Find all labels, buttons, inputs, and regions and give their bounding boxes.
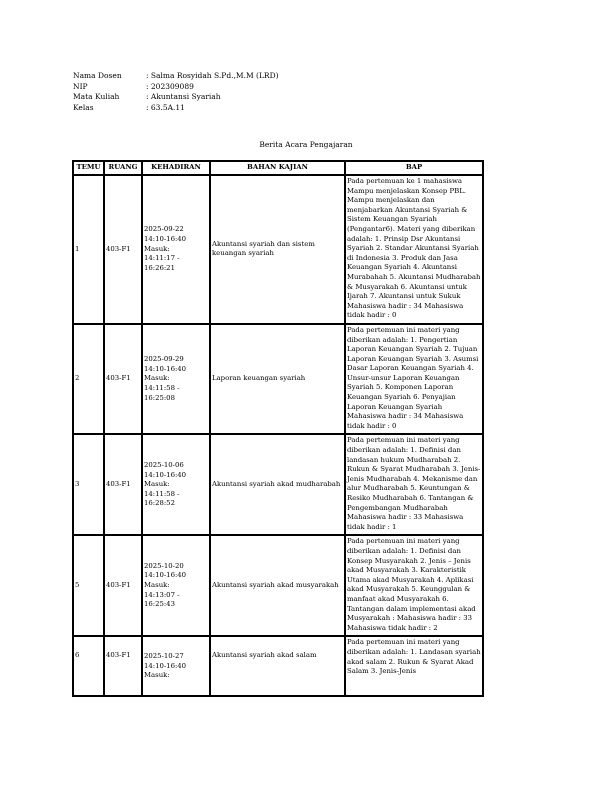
cell-ruang: 403-F1: [104, 434, 142, 535]
cell-temu: 6: [73, 636, 104, 696]
cell-bahan-kajian: Akuntansi syariah akad musyarakah: [210, 535, 345, 636]
kehadiran-time-in: 14:13:07 -: [144, 590, 180, 599]
kehadiran-schedule: 14:10-16:40: [144, 470, 187, 479]
kehadiran-masuk-label: Masuk:: [144, 581, 170, 590]
document-title: Berita Acara Pengajaran: [259, 140, 353, 149]
cell-bap: Pada pertemuan ini materi yang diberikan adalah: 1. Pengertian Laporan Keuangan Syariah 2. Tujuan Laporan Keuangan Syariah 3. Asumsi Dasar Laporan Keuangan Syariah 4. Unsur-unsur Laporan Keuangan Syariah 5. Komponen Laporan Keuangan Syariah 6. Penyajian Laporan Keuangan Syariah Mahasiswa hadir : 34 Mahasiswa tidak hadir : 0: [345, 324, 483, 435]
kehadiran-date: 2025-10-06: [144, 460, 184, 469]
kehadiran-schedule: 14:10-16:40: [144, 235, 187, 244]
cell-bahan-kajian: Akuntansi syariah dan sistem keuangan syariah: [210, 175, 345, 324]
cell-bap: Pada pertemuan ini materi yang diberikan adalah: 1. Landasan syariah akad salam 2. Rukun & Syarat Akad Salam 3. Jenis-Jenis: [345, 636, 483, 696]
kehadiran-time-out: 16:25:43: [144, 600, 175, 609]
cell-bap: Pada pertemuan ini materi yang diberikan adalah: 1. Definisi dan Konsep Musyarakah 2. Jenis – Jenis akad Musyarakah 3. Karakteristik Utama akad Musyarakah 4. Aplikasi akad Musyarakah 5. Keunggulan & manfaat akad Musyarakah 6. Tantangan dalam implementasi akad Musyarakah : Mahasiswa hadir : 33 Mahasiswa tidak hadir : 2: [345, 535, 483, 636]
cell-temu: 2: [73, 324, 104, 435]
cell-kehadiran: [142, 324, 210, 435]
column-header-bahan-kajian: BAHAN KAJIAN: [210, 161, 345, 175]
cell-bahan-kajian: Laporan keuangan syariah: [210, 324, 345, 435]
kehadiran-date: 2025-10-20: [144, 561, 184, 570]
kehadiran-date: 2025-10-27: [144, 651, 184, 660]
kehadiran-time-in: 14:11:17 -: [144, 254, 180, 263]
info-value: : 202309089: [146, 81, 194, 91]
kehadiran-schedule: 14:10-16:40: [144, 661, 187, 670]
kehadiran-time-out: 16:28:52: [144, 499, 175, 508]
kehadiran-masuk-label: Masuk:: [144, 374, 170, 383]
kehadiran-time-in: 14:11:58 -: [144, 489, 180, 498]
cell-kehadiran: [142, 175, 210, 324]
lecturer-info: [73, 71, 279, 113]
cell-bahan-kajian: Akuntansi syariah akad salam: [210, 636, 345, 696]
kehadiran-masuk-label: Masuk:: [144, 671, 170, 680]
info-row-nip: [73, 82, 279, 93]
table-header-row: [73, 161, 483, 175]
cell-ruang: 403-F1: [104, 636, 142, 696]
table-row: [73, 535, 483, 636]
info-row-nama-dosen: [73, 71, 279, 82]
kehadiran-schedule: 14:10-16:40: [144, 571, 187, 580]
info-label: Kelas: [73, 102, 94, 112]
info-value: : 63.5A.11: [146, 102, 185, 112]
info-value: : Salma Rosyidah S.Pd.,M.M (LRD): [146, 71, 279, 80]
cell-ruang: 403-F1: [104, 324, 142, 435]
cell-temu: 1: [73, 175, 104, 324]
table-row: [73, 175, 483, 324]
table-row: [73, 324, 483, 435]
column-header-temu: TEMU: [73, 161, 104, 175]
kehadiran-time-out: 16:25:08: [144, 393, 175, 402]
cell-kehadiran: [142, 636, 210, 696]
cell-bap: Pada pertemuan ini materi yang diberikan adalah: 1. Definisi dan landasan hukum Mudharabah 2. Rukun & Syarat Mudharabah 3. Jenis-Jenis Mudharabah 4. Mekanisme dan alur Mudharabah 5. Keuntungan & Resiko Mudharabah 6. Tantangan & Pengembangan Mudharabah Mahasiswa hadir : 33 Mahasiswa tidak hadir : 1: [345, 434, 483, 535]
kehadiran-time-out: 16:26:21: [144, 263, 175, 272]
cell-kehadiran: [142, 535, 210, 636]
cell-temu: 5: [73, 535, 104, 636]
cell-ruang: 403-F1: [104, 535, 142, 636]
bap-table: [72, 160, 484, 697]
cell-kehadiran: [142, 434, 210, 535]
info-label: Mata Kuliah: [73, 92, 120, 101]
kehadiran-masuk-label: Masuk:: [144, 480, 170, 489]
cell-bap: Pada pertemuan ke 1 mahasiswa Mampu menjelaskan Konsep PBL. Mampu menjelaskan dan menjabarkan Akuntansi Syariah & Sistem Keuangan Syariah (Pengantar6). Materi yang diberikan adalah: 1. Prinsip Dsr Akuntansi Syariah 2. Standar Akuntansi Syariah di Indonesia 3. Produk dan Jasa Keuangan Syariah 4. Akuntansi Murabahah 5. Akuntansi Mudharabah & Musyarakah 6. Akuntansi untuk Ijarah 7. Akuntansi untuk Sukuk Mahasiswa hadir : 34 Mahasiswa tidak hadir : 0: [345, 175, 483, 324]
cell-ruang: 403-F1: [104, 175, 142, 324]
info-label: Nama Dosen: [73, 71, 122, 80]
kehadiran-time-in: 14:11:58 -: [144, 383, 180, 392]
table-row: [73, 434, 483, 535]
column-header-kehadiran: KEHADIRAN: [142, 161, 210, 175]
column-header-ruang: RUANG: [104, 161, 142, 175]
info-row-mata-kuliah: [73, 92, 279, 103]
kehadiran-date: 2025-09-22: [144, 225, 184, 234]
info-label: NIP: [73, 81, 88, 91]
kehadiran-schedule: 14:10-16:40: [144, 364, 187, 373]
cell-temu: 3: [73, 434, 104, 535]
info-row-kelas: [73, 103, 279, 114]
info-value: : Akuntansi Syariah: [146, 92, 221, 101]
kehadiran-date: 2025-09-29: [144, 355, 184, 364]
table-row: [73, 636, 483, 696]
column-header-bap: BAP: [345, 161, 483, 175]
kehadiran-masuk-label: Masuk:: [144, 244, 170, 253]
cell-bahan-kajian: Akuntansi syariah akad mudharabah: [210, 434, 345, 535]
